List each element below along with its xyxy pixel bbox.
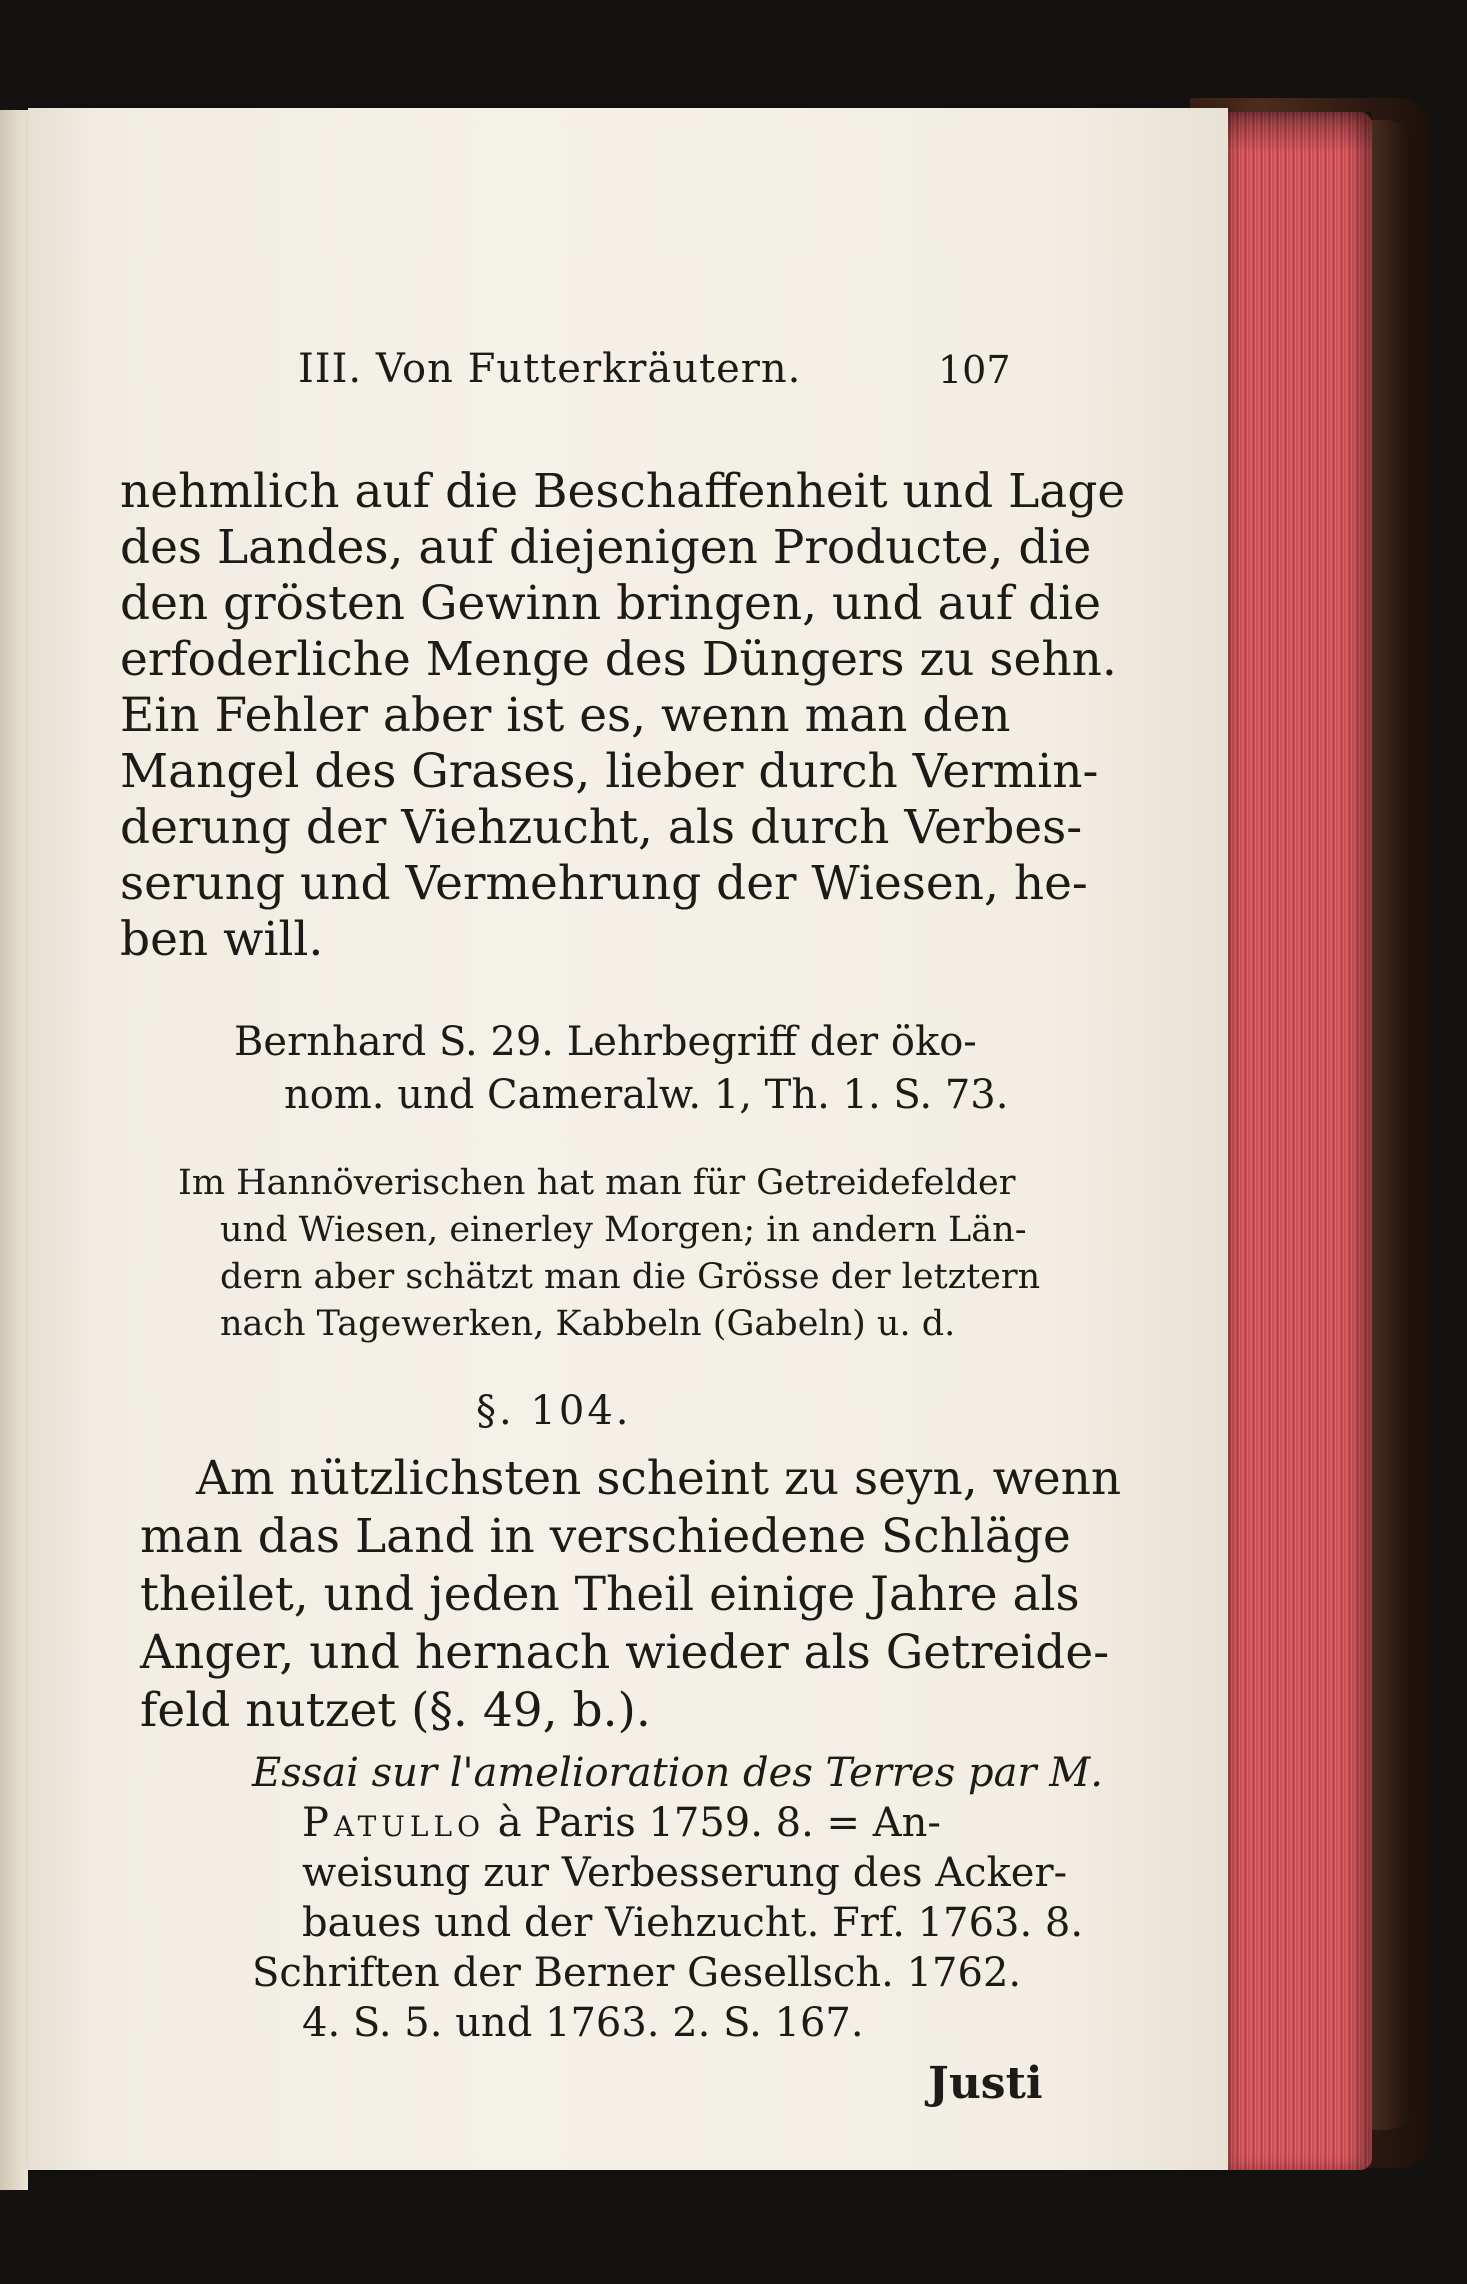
body-paragraph-2 [140, 1450, 1121, 1740]
citation-2 [252, 1748, 1103, 2048]
text-line: man das Land in verschiedene Schläge [140, 1509, 1071, 1564]
page-number: 107 [938, 348, 1011, 392]
author-name: Patullo [302, 1800, 486, 1846]
text-line: Ein Fehler aber ist es, wenn man den [120, 688, 1011, 743]
section-heading: §. 104. [476, 1388, 632, 1434]
citation-line [252, 1798, 1103, 1848]
facing-page-sliver [0, 110, 28, 2190]
catchword: Justi [928, 2058, 1043, 2109]
note-line: Im Hannöverischen hat man für Getreidefelder [178, 1163, 1016, 1203]
body-paragraph-1 [120, 464, 1125, 968]
citation-line: Essai sur l'amelioration des Terres par M. [252, 1750, 1103, 1796]
text-line: erfoderliche Menge des Düngers zu sehn. [120, 632, 1117, 687]
book-page [28, 108, 1228, 2170]
citation-text: à Paris 1759. 8. = An- [497, 1800, 941, 1846]
citation-line: nom. und Cameralw. 1, Th. 1. S. 73. [284, 1072, 1009, 1118]
citation-line: Bernhard S. 29. Lehrbegriff der öko- [234, 1019, 977, 1065]
footnote-1 [178, 1160, 1040, 1348]
citation-line: 4. S. 5. und 1763. 2. S. 167. [302, 2000, 864, 2046]
citation-line: baues und der Viehzucht. Frf. 1763. 8. [302, 1900, 1084, 1946]
citation-line: weisung zur Verbesserung des Acker- [302, 1850, 1068, 1896]
text-line: Anger, und hernach wieder als Getreide- [140, 1625, 1110, 1680]
text-line: Mangel des Grases, lieber durch Vermin- [120, 744, 1099, 799]
text-line: ben will. [120, 912, 324, 967]
text-line: des Landes, auf diejenigen Producte, die [120, 520, 1092, 575]
text-line: serung und Vermehrung der Wiesen, he- [120, 856, 1088, 911]
text-line: theilet, und jeden Theil einige Jahre als [140, 1567, 1080, 1622]
note-line: und Wiesen, einerley Morgen; in andern Län- [220, 1210, 1027, 1250]
citation-line: Schriften der Berner Gesellsch. 1762. [252, 1950, 1022, 1996]
running-title: III. Von Futterkräutern. [298, 346, 802, 392]
note-line: dern aber schätzt man die Grösse der letztern [220, 1257, 1041, 1297]
text-line: den grösten Gewinn bringen, und auf die [120, 576, 1102, 631]
note-line: nach Tagewerken, Kabbeln (Gabeln) u. d. [220, 1304, 956, 1344]
text-line: Am nützlichsten scheint zu seyn, wenn [196, 1451, 1122, 1506]
citation-1 [234, 1016, 1008, 1122]
text-line: feld nutzet (§. 49, b.). [140, 1683, 651, 1738]
text-line: nehmlich auf die Beschaffenheit und Lage [120, 464, 1126, 519]
text-line: derung der Viehzucht, als durch Verbes- [120, 800, 1083, 855]
